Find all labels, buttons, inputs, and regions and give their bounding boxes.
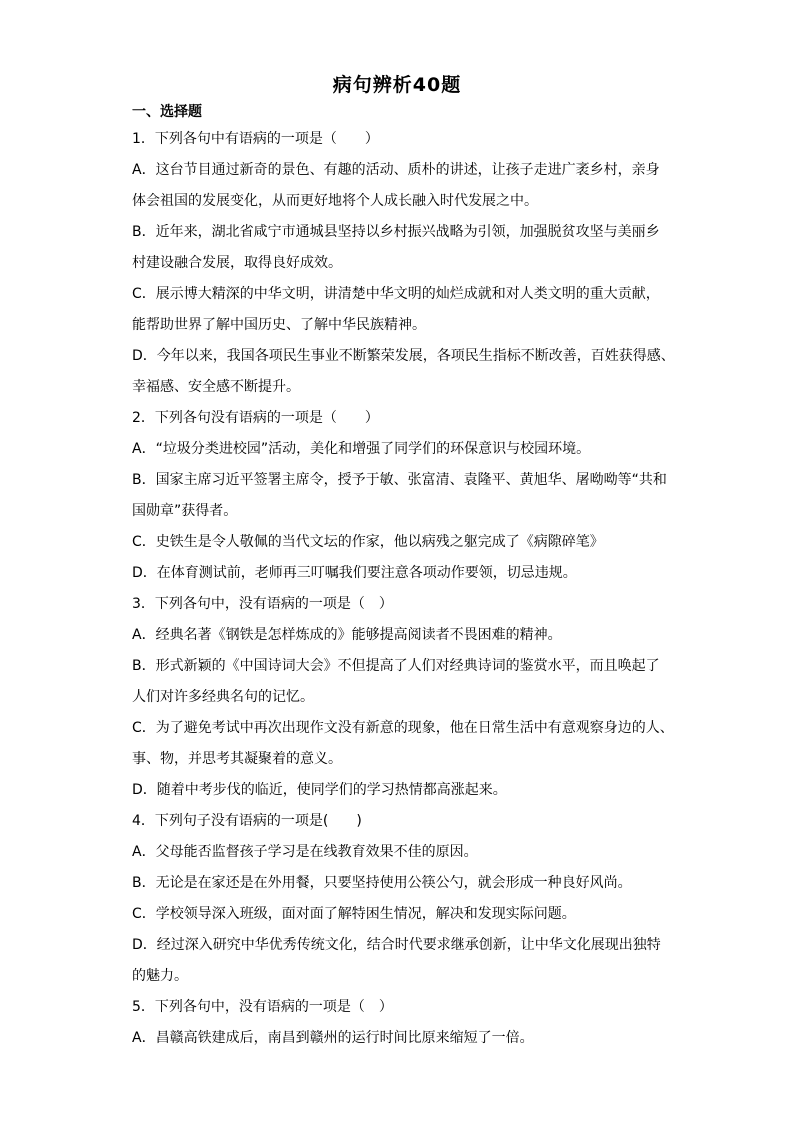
answer-option-line: B．形式新颖的《中国诗词大会》不但提高了人们对经典诗词的鉴赏水平，而且唤起了 — [132, 658, 660, 674]
answer-option-line: 体会祖国的发展变化，从而更好地将个人成长融入时代发展之中。 — [132, 193, 538, 209]
answer-option-line: B．无论是在家还是在外用餐，只要坚持使用公筷公勺，就会形成一种良好风尚。 — [132, 875, 632, 891]
answer-option-line: C．展示博大精深的中华文明，讲清楚中华文明的灿烂成就和对人类文明的重大贡献， — [132, 286, 660, 302]
question-block — [132, 589, 674, 806]
question-stem: 1．下列各句中有语病的一项是（ ） — [132, 131, 379, 147]
answer-option-line: C．为了避免考试中再次出现作文没有新意的现象，他在日常生活中有意观察身边的人、 — [132, 720, 674, 736]
answer-option-line: A．“垃圾分类进校园”活动，美化和增强了同学们的环保意识与校园环境。 — [132, 441, 591, 457]
answer-option-line: D．今年以来，我国各项民生事业不断繁荣发展，各项民生指标不断改善，百姓获得感、 — [132, 348, 675, 364]
answer-option-line: D．经过深入研究中华优秀传统文化，结合时代要求继承创新，让中华文化展现出独特 — [132, 937, 661, 953]
answer-option-line: A．这台节目通过新奇的景色、有趣的活动、质朴的讲述，让孩子走进广袤乡村，亲身 — [132, 162, 660, 178]
question-stem: 3．下列各句中，没有语病的一项是（ ） — [132, 596, 393, 612]
answer-option-line: C．史铁生是令人敬佩的当代文坛的作家，他以病残之躯完成了《病隙碎笔》 — [132, 534, 604, 550]
answer-option-line: 的魅力。 — [132, 968, 188, 984]
question-stem: 5．下列各句中，没有语病的一项是（ ） — [132, 999, 393, 1015]
answer-option-line: D．随着中考步伐的临近，使同学们的学习热情都高涨起来。 — [132, 782, 507, 798]
document-title: 病句辨析40题 — [332, 74, 462, 96]
answer-option-line: 国勋章”获得者。 — [132, 503, 238, 519]
answer-option-line: B．近年来，湖北省咸宁市通城县坚持以乡村振兴战略为引领，加强脱贫攻坚与美丽乡 — [132, 224, 660, 240]
question-list — [132, 124, 675, 1054]
answer-option-line: B．国家主席习近平签署主席令，授予于敏、张富清、袁隆平、黄旭华、屠呦呦等“共和 — [132, 472, 667, 488]
question-block — [132, 403, 670, 589]
answer-option-line: A．经典名著《钢铁是怎样炼成的》能够提高阅读者不畏困难的精神。 — [132, 627, 562, 643]
question-stem: 2．下列各句没有语病的一项是（ ） — [132, 410, 379, 426]
question-block — [132, 992, 670, 1054]
section-heading: 一、选择题 — [132, 104, 202, 120]
answer-option-line: 人们对许多经典名句的记忆。 — [132, 689, 314, 705]
answer-option-line: C．学校领导深入班级，面对面了解特困生情况，解决和发现实际问题。 — [132, 906, 576, 922]
answer-option-line: D．在体育测试前，老师再三叮嘱我们要注意各项动作要领，切忌违规。 — [132, 565, 577, 581]
question-stem: 4．下列句子没有语病的一项是( ) — [132, 813, 362, 829]
answer-option-line: 幸福感、安全感不断提升。 — [132, 379, 300, 395]
answer-option-line: A．昌赣高铁建成后，南昌到赣州的运行时间比原来缩短了一倍。 — [132, 1030, 534, 1046]
question-block — [132, 124, 675, 403]
answer-option-line: 村建设融合发展，取得良好成效。 — [132, 255, 342, 271]
question-block — [132, 806, 670, 992]
answer-option-line: 事、物，并思考其凝聚着的意义。 — [132, 751, 342, 767]
answer-option-line: 能帮助世界了解中国历史、了解中华民族精神。 — [132, 317, 426, 333]
answer-option-line: A．父母能否监督孩子学习是在线教育效果不佳的原因。 — [132, 844, 478, 860]
